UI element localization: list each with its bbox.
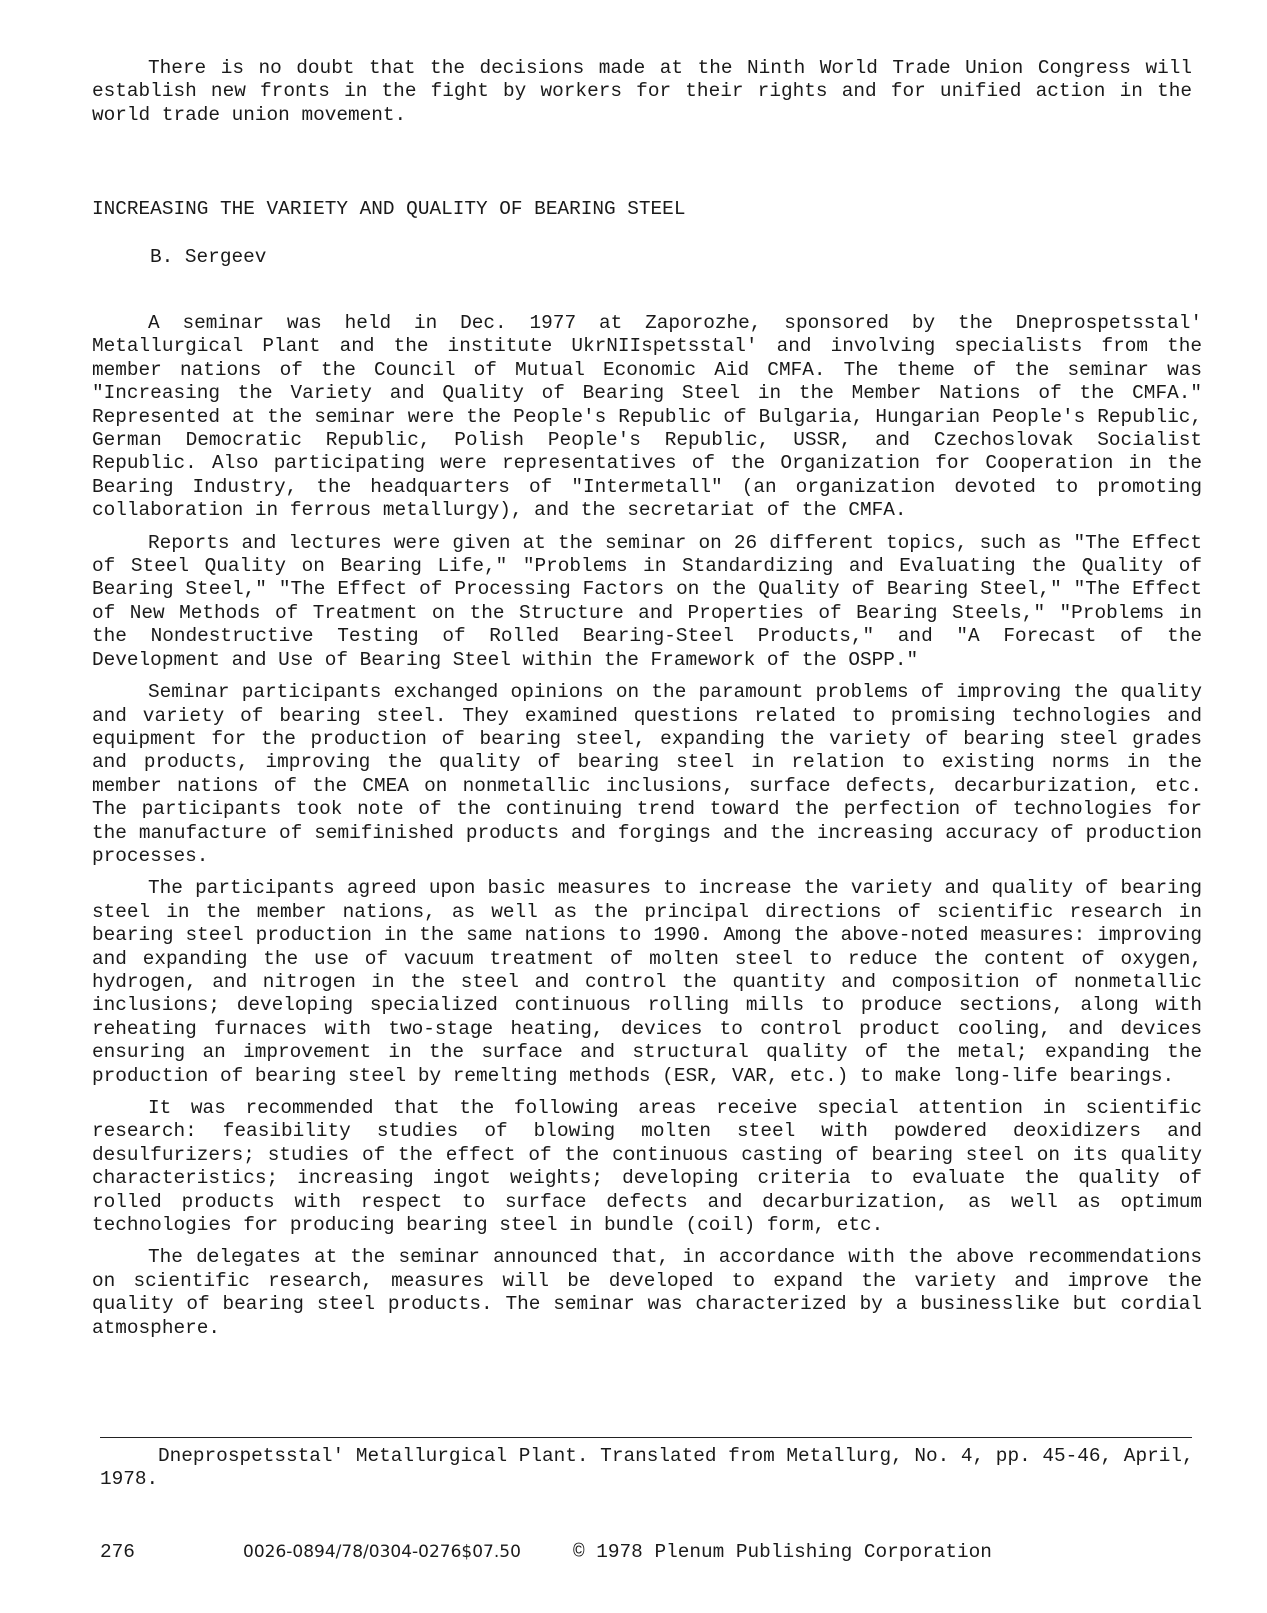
article-title: INCREASING THE VARIETY AND QUALITY OF BEARING STEEL [92,198,686,220]
article-author: B. Sergeev [150,246,267,268]
body-paragraph: Reports and lectures were given at the seminar on 26 different topics, such as "The Effect of Steel Quality on Bearing Life," "Problems in Standardizing and Evaluating the Quality of Bearing Steel," "The Effect of Processing Factors on the Quality of Bearing Steel," "The Effect of New Methods of Treatment on the Structure and Properties of Bearing Steels," "Problems in the Nondestructive Testing of Rolled Bearing-Steel Products," and "A Forecast of the Development and Use of Bearing Steel within the Framework of the OSPP." [92,531,1202,671]
body-paragraph: A seminar was held in Dec. 1977 at Zaporozhe, sponsored by the Dneprospetsstal' Metallurgical Plant and the institute UkrNIIspetsstal' and involving specialists from the member nations of the Council of Mutual Economic Aid CMFA. The theme of the seminar was "Increasing the Variety and Quality of Bearing Steel in the Member Nations of the CMFA." Represented at the seminar were the People's Republic of Bulgaria, Hungarian People's Republic, German Democratic Republic, Polish People's Republic, USSR, and Czechoslovak Socialist Republic. Also participating were representatives of the Organization for Cooperation in the Bearing Industry, the headquarters of "Intermetall" (an organization devoted to promoting collaboration in ferrous metallurgy), and the secretariat of the CMFA. [92,312,1202,522]
copyright-notice: © 1978 Plenum Publishing Corporation [573,1541,992,1563]
article-body [92,312,1202,1349]
body-paragraph: It was recommended that the following areas receive special attention in scientific research: feasibility studies of blowing molten steel with powdered deoxidizers and desulfurizers; studies of the effect of the continuous casting of bearing steel on its quality characteristics; increasing ingot weights; developing criteria to evaluate the quality of rolled products with respect to surface defects and decarburization, as well as optimum technologies for producing bearing steel in bundle (coil) form, etc. [92,1097,1202,1237]
page-footer [100,1541,1100,1564]
price-code: 0026-0894/78/0304-0276$07.50 [243,1542,521,1562]
footnote-divider [100,1437,1192,1438]
footnote: Dneprospetsstal' Metallurgical Plant. Translated from Metallurg, No. 4, pp. 45-46, April, 1978. [100,1445,1194,1491]
body-paragraph: The participants agreed upon basic measures to increase the variety and quality of bearing steel in the member nations, as well as the principal directions of scientific research in bearing steel production in the same nations to 1990. Among the above-noted measures: improving and expanding the use of vacuum treatment of molten steel to reduce the content of oxygen, hydrogen, and nitrogen in the steel and control the quantity and composition of nonmetallic inclusions; developing specialized continuous rolling mills to produce sections, along with reheating furnaces with two-stage heating, devices to control product cooling, and devices ensuring an improvement in the surface and structural quality of the metal; expanding the production of bearing steel by remelting methods (ESR, VAR, etc.) to make long-life bearings. [92,877,1202,1087]
body-paragraph: Seminar participants exchanged opinions on the paramount problems of improving the quality and variety of bearing steel. They examined questions related to promising technologies and equipment for the production of bearing steel, expanding the variety of bearing steel grades and products, improving the quality of bearing steel in relation to existing norms in the member nations of the CMEA on nonmetallic inclusions, surface defects, decarburization, etc. The participants took note of the continuing trend toward the perfection of technologies for the manufacture of semifinished products and forgings and the increasing accuracy of production processes. [92,681,1202,867]
body-paragraph: The delegates at the seminar announced that, in accordance with the above recommendations on scientific research, measures will be developed to expand the variety and improve the quality of bearing steel products. The seminar was characterized by a businesslike but cordial atmosphere. [92,1246,1202,1339]
page-number: 276 [100,1541,135,1563]
intro-paragraph: There is no doubt that the decisions made at the Ninth World Trade Union Congress will establish new fronts in the fight by workers for their rights and for unified action in the world trade union movement. [92,57,1192,126]
